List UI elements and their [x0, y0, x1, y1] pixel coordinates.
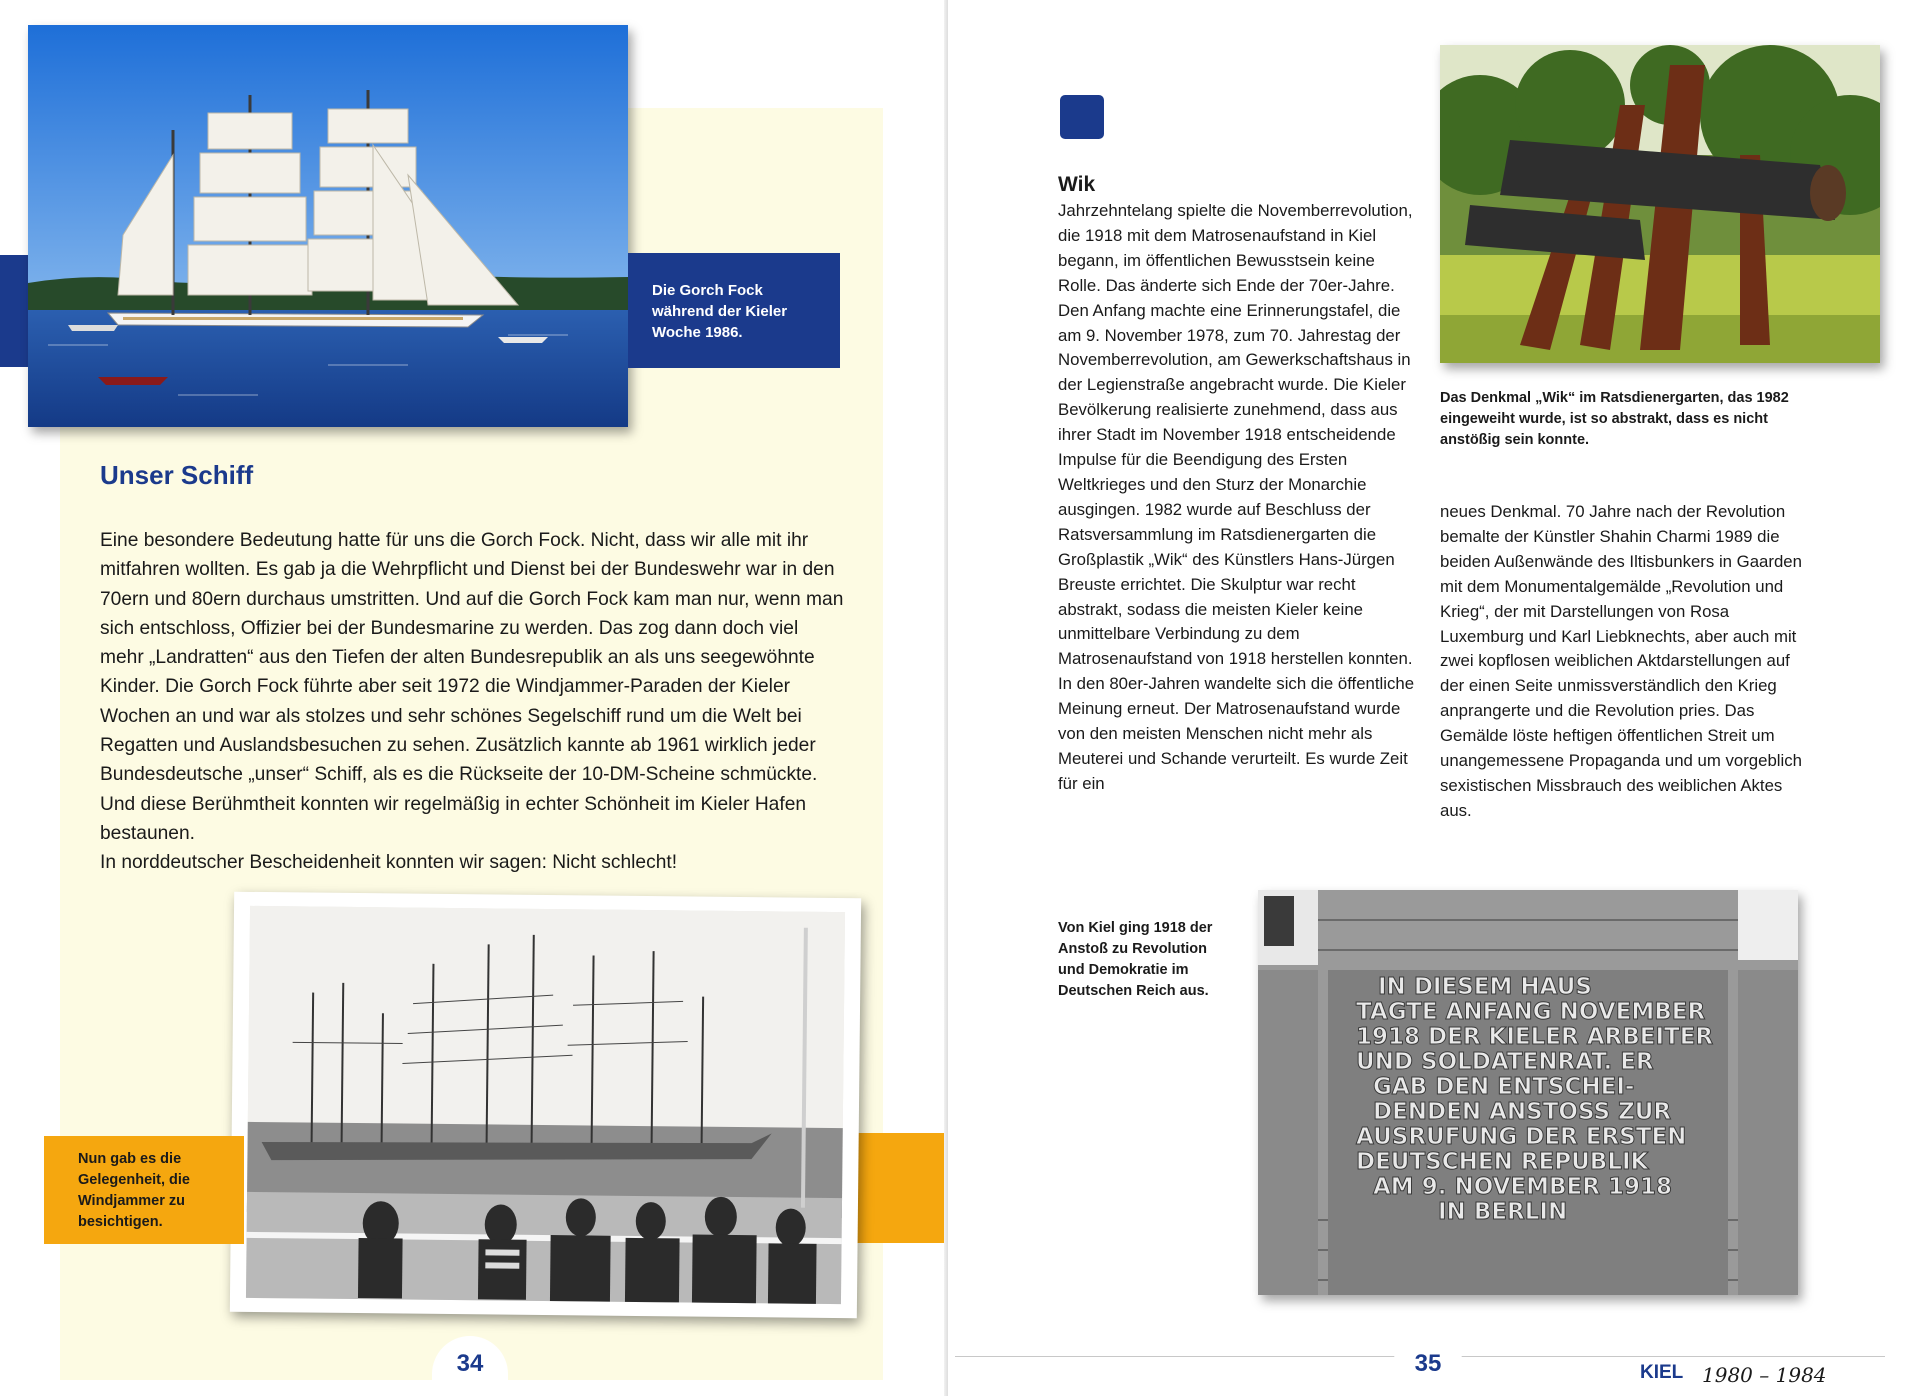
plaque-line: DENDEN ANSTOSS ZUR	[1373, 1099, 1672, 1125]
plaque-line: IN BERLIN	[1438, 1199, 1568, 1225]
body-text-unser-schiff	[100, 526, 845, 878]
plaque-caption: Von Kiel ging 1918 der Anstoß zu Revolution und Demokratie im Deutschen Reich aus.	[1058, 920, 1213, 999]
plaque-line: TAGTE ANFANG NOVEMBER	[1356, 999, 1706, 1025]
plaque-illustration	[1258, 890, 1798, 1295]
plaque-inscription	[1356, 974, 1713, 1225]
revolution-plaque-photo	[1258, 890, 1798, 1295]
body-paragraph: Eine besondere Bedeutung hatte für uns die Gorch Fock. Nicht, dass wir alle mit ihr mitfahren wollten. Es gab ja die Wehrpflicht und Dienst bei der Bundeswehr war in den 70ern und 80ern durchaus umstritten. Und auf die Gorch Fock kam man nur, wenn man sich entschloss, Offizier bei der Bundesmarine zu werden. Das zog dann doch viel mehr „Landratten“ aus den Tiefen der alten Bundesrepublik an als uns seegewöhnte Kinder. Die Gorch Fock führte aber seit 1972 die Windjammer-Paraden der Kieler Wochen an und war als stolzes und sehr schönes Segelschiff rund um die Welt bei Regatten und Auslandsbesuchen zu sehen. Zusätzlich kannte ab 1961 wirklich jeder Bundesdeutsche „unser“ Schiff, als es die Rückseite der 10-DM-Scheine schmückte. Und diese Berühmtheit konnten wir regelmäßig in echter Schönheit im Kieler Hafen bestaunen.	[100, 530, 844, 844]
right-column-2: neues Denkmal. 70 Jahre nach der Revolution bemalte der Künstler Shahin Charmi 1989 die beiden Außenwände des Iltisbunkers in Gaarden mit dem Monumentalgemälde „Revolution und Krieg“, der mit Darstellungen von Rosa Luxemburg und Karl Liebknechts, aber auch mit zwei kopflosen weiblichen Aktdarstellungen auf der einen Seite unmissverständlich den Krieg anprangerte und die Revolution pries. Das Gemälde löste heftigen öffentlichen Streit um unangemessene Propaganda und um vorgeblich sexistischen Missbrauch des weiblichen Aktes aus.	[1440, 502, 1802, 820]
windjammer-bw-photo	[230, 892, 861, 1319]
gorch-fock-illustration	[28, 25, 628, 427]
column1-paragraph-1: Jahrzehntelang spielte die Novemberrevolution, die 1918 mit dem Matrosenaufstand in Kiel begann, im öffentlichen Bewusstsein keine Rolle. Das änderte sich Ende der 70er-Jahre. Den Anfang machte eine Erinnerungstafel, die am 9. November 1978, zum 70. Jahrestag der Novemberrevolution, am Gewerkschaftshaus in der Legienstraße angebracht wurde. Die Kieler Bevölkerung realisierte zunehmend, dass aus ihrer Stadt im November 1918 entscheidende Impulse für die Beendigung des Ersten Weltkrieges und den Sturz der Monarchie ausgingen. 1982 wurde auf Beschluss der Ratsversammlung im Ratsdienergarten die Großplastik „Wik“ des Künstlers Hans-Jürgen Breuste errichtet. Die Skulptur war recht abstrakt, sodass die meisten Kieler keine unmittelbare Verbindung zu dem Matrosenaufstand von 1918 herstellen konnten.	[1058, 201, 1413, 669]
plaque-line: IN DIESEM HAUS	[1378, 974, 1592, 1000]
section-heading-wik: Wik	[1058, 173, 1096, 196]
gorch-fock-caption: Die Gorch Fock während der Kieler Woche 1986.	[628, 253, 840, 368]
plaque-line: AUSRUFUNG DER ERSTEN	[1356, 1124, 1687, 1150]
body-closing-line: In norddeutscher Bescheidenheit konnten wir sagen: Nicht schlecht!	[100, 852, 678, 874]
footer-years: 1980 – 1984	[1702, 1363, 1827, 1387]
windjammer-illustration	[230, 892, 861, 1319]
plaque-line: DEUTSCHEN REPUBLIK	[1356, 1149, 1649, 1175]
column1-paragraph-2: In den 80er-Jahren wandelte sich die öffentliche Meinung erneut. Der Matrosenaufstand wurde von den meisten Menschen nicht mehr als Meuterei und Schande verurteilt. Es wurde Zeit für ein	[1058, 674, 1415, 793]
plaque-line: GAB DEN ENTSCHEI-	[1373, 1074, 1635, 1100]
page-number-right: 35	[1414, 1350, 1442, 1377]
windjammer-caption: Nun gab es die Gelegenheit, die Windjammer zu besichtigen.	[44, 1136, 244, 1244]
footer-brand: KIEL	[1640, 1362, 1684, 1383]
gorch-fock-photo	[28, 25, 628, 427]
page-number-left: 34	[456, 1350, 484, 1377]
left-page	[0, 0, 948, 1396]
wik-sculpture-photo	[1440, 45, 1880, 363]
orange-accent-band	[850, 1133, 948, 1243]
plaque-line: AM 9. NOVEMBER 1918	[1373, 1174, 1672, 1200]
blue-accent-band	[0, 255, 30, 367]
blue-square-marker	[1060, 95, 1104, 139]
plaque-line: UND SOLDATENRAT. ER	[1356, 1049, 1654, 1075]
wik-sculpture-caption: Das Denkmal „Wik“ im Ratsdienergarten, das 1982 eingeweiht wurde, ist so abstrakt, dass es nicht anstößig sein konnte.	[1440, 390, 1789, 448]
plaque-line: 1918 DER KIELER ARBEITER	[1356, 1024, 1714, 1050]
wik-sculpture-illustration	[1440, 45, 1880, 363]
section-heading-unser-schiff: Unser Schiff	[100, 460, 254, 490]
right-column-1	[1058, 199, 1416, 797]
